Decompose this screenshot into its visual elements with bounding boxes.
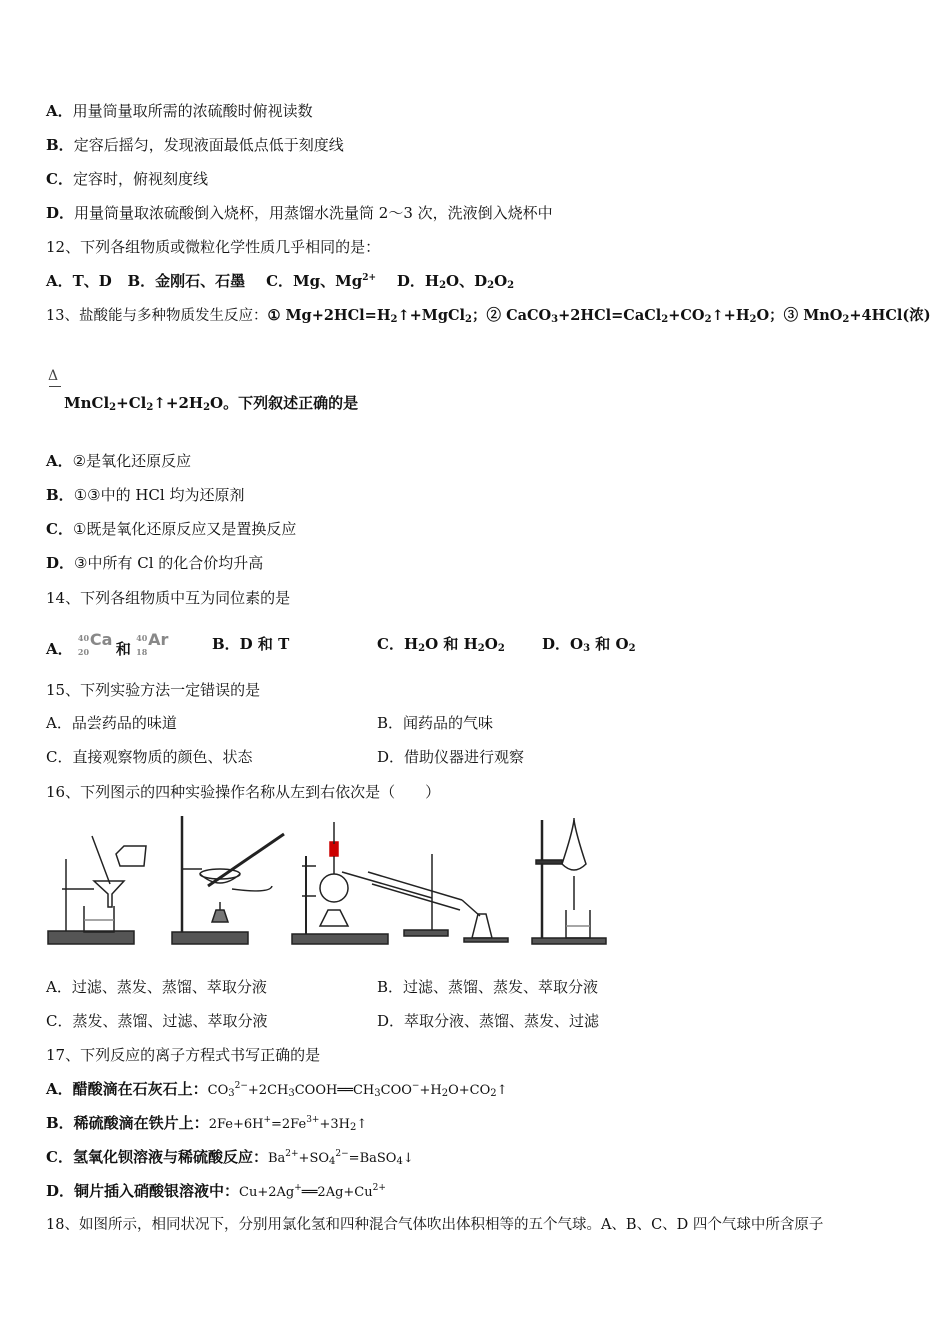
q17-option-b: B．稀硫酸滴在铁片上：$2Fe+6H^+=2Fe^{3+}+3H_2↑$ [46, 1114, 368, 1133]
lab-apparatus-figure [44, 814, 614, 949]
distillation-apparatus [292, 822, 508, 944]
q13-option-c: C．①既是氧化还原反应又是置换反应 [46, 520, 297, 538]
q16-option-c: C．蒸发、蒸馏、过滤、萃取分液 [46, 1012, 268, 1030]
heat-symbol: Δ [48, 368, 59, 384]
q12-stem: 12、下列各组物质或微粒化学性质几乎相同的是： [46, 238, 381, 256]
q14-stem: 14、下列各组物质中互为同位素的是 [46, 589, 291, 607]
q13-option-d: D．③中所有 Cl 的化合价均升高 [46, 554, 264, 572]
q11-option-a: A．用量筒量取所需的浓硫酸时俯视读数 [46, 102, 313, 120]
heat-condition-line [49, 386, 61, 387]
q11-option-b: B．定容后摇匀，发现液面最低点低于刻度线 [46, 136, 344, 154]
q13-option-a: A．②是氧化还原反应 [46, 452, 192, 470]
q14-option-d: D．$O_3$ 和 $O_2$ [542, 635, 636, 654]
q17-option-d: D．铜片插入硝酸银溶液中：$Cu+2Ag^+══2Ag+Cu^{2+}$ [46, 1182, 386, 1200]
q13-reaction-1: ① $Mg+2HCl=H_2↑+MgCl_2$； [267, 307, 487, 325]
q14-options [46, 630, 174, 659]
q15-option-a: A．品尝药品的味道 [46, 714, 177, 732]
q18-stem: 18、如图所示，相同状况下，分别用氯化氢和四种混合气体吹出体积相等的五个气球。A、B、C、D 四个气球中所含原子 [46, 1217, 824, 1233]
q12-option-b: B．金刚石、石墨 [127, 272, 246, 290]
q12-option-c: C．Mg、$Mg^{2+}$ [266, 272, 376, 290]
q15-option-d: D．借助仪器进行观察 [377, 748, 525, 766]
q15-stem: 15、下列实验方法一定错误的是 [46, 681, 261, 699]
isotope-ca: 40 20 Ca [77, 630, 113, 657]
q12-option-d: D．$H_2O$、$D_2O_2$ [396, 272, 515, 291]
q17-stem: 17、下列反应的离子方程式书写正确的是 [46, 1046, 321, 1064]
q12-options [46, 271, 514, 291]
q17-option-a: A．醋酸滴在石灰石上：$CO_3^{2-}+2CH_3COOH══CH_3COO^-+H_2O+CO_2↑$ [46, 1080, 508, 1099]
q13-stem-line2: $MnCl_2+Cl_2↑+2H_2O$。下列叙述正确的是 [64, 394, 359, 413]
q14-option-a: A． 40 20 Ca 和 40 18 Ar [46, 640, 174, 658]
q15-option-b: B．闻药品的气味 [377, 714, 494, 732]
q12-option-a: A．T、D [46, 272, 112, 290]
evaporation-apparatus [172, 816, 284, 944]
filtration-apparatus [48, 836, 146, 944]
q13-option-b: B．①③中的 HCl 均为还原剂 [46, 486, 245, 504]
separatory-funnel-apparatus [532, 818, 606, 944]
q16-option-d: D．萃取分液、蒸馏、蒸发、过滤 [377, 1012, 600, 1030]
q16-option-a: A．过滤、蒸发、蒸馏、萃取分液 [46, 978, 267, 996]
q15-option-c: C．直接观察物质的颜色、状态 [46, 748, 253, 766]
q13-reaction-3: ③ MnO$_2$+4HCl(浓) [783, 307, 931, 325]
q13-reaction-2: ② $CaCO_3+2HCl=CaCl_2+CO_2↑+H_2O$； [486, 307, 784, 325]
q14-option-b: B．D 和 T [212, 635, 290, 653]
q16-option-b: B．过滤、蒸馏、蒸发、萃取分液 [377, 978, 599, 996]
q11-option-c: C．定容时，俯视刻度线 [46, 170, 208, 188]
q14-option-c: C．$H_2O$ 和 $H_2O_2$ [377, 635, 505, 654]
q11-option-d: D．用量筒量取浓硫酸倒入烧杯，用蒸馏水洗量筒 2～3 次，洗液倒入烧杯中 [46, 204, 553, 222]
q16-stem: 16、下列图示的四种实验操作名称从左到右依次是（ ） [46, 783, 441, 801]
q13-stem: 13、盐酸能与多种物质发生反应：① $Mg+2HCl=H_2↑+MgCl_2$；② $CaCO_3+2HCl=CaCl_2+CO_2↑+H_2O$；③ MnO$_2$+4HCl(浓) [46, 307, 931, 325]
q17-option-c: C．氢氧化钡溶液与稀硫酸反应：$Ba^{2+}+SO_4^{2-}=BaSO_4↓$ [46, 1148, 414, 1167]
isotope-ar: 40 18 Ar [136, 630, 169, 657]
